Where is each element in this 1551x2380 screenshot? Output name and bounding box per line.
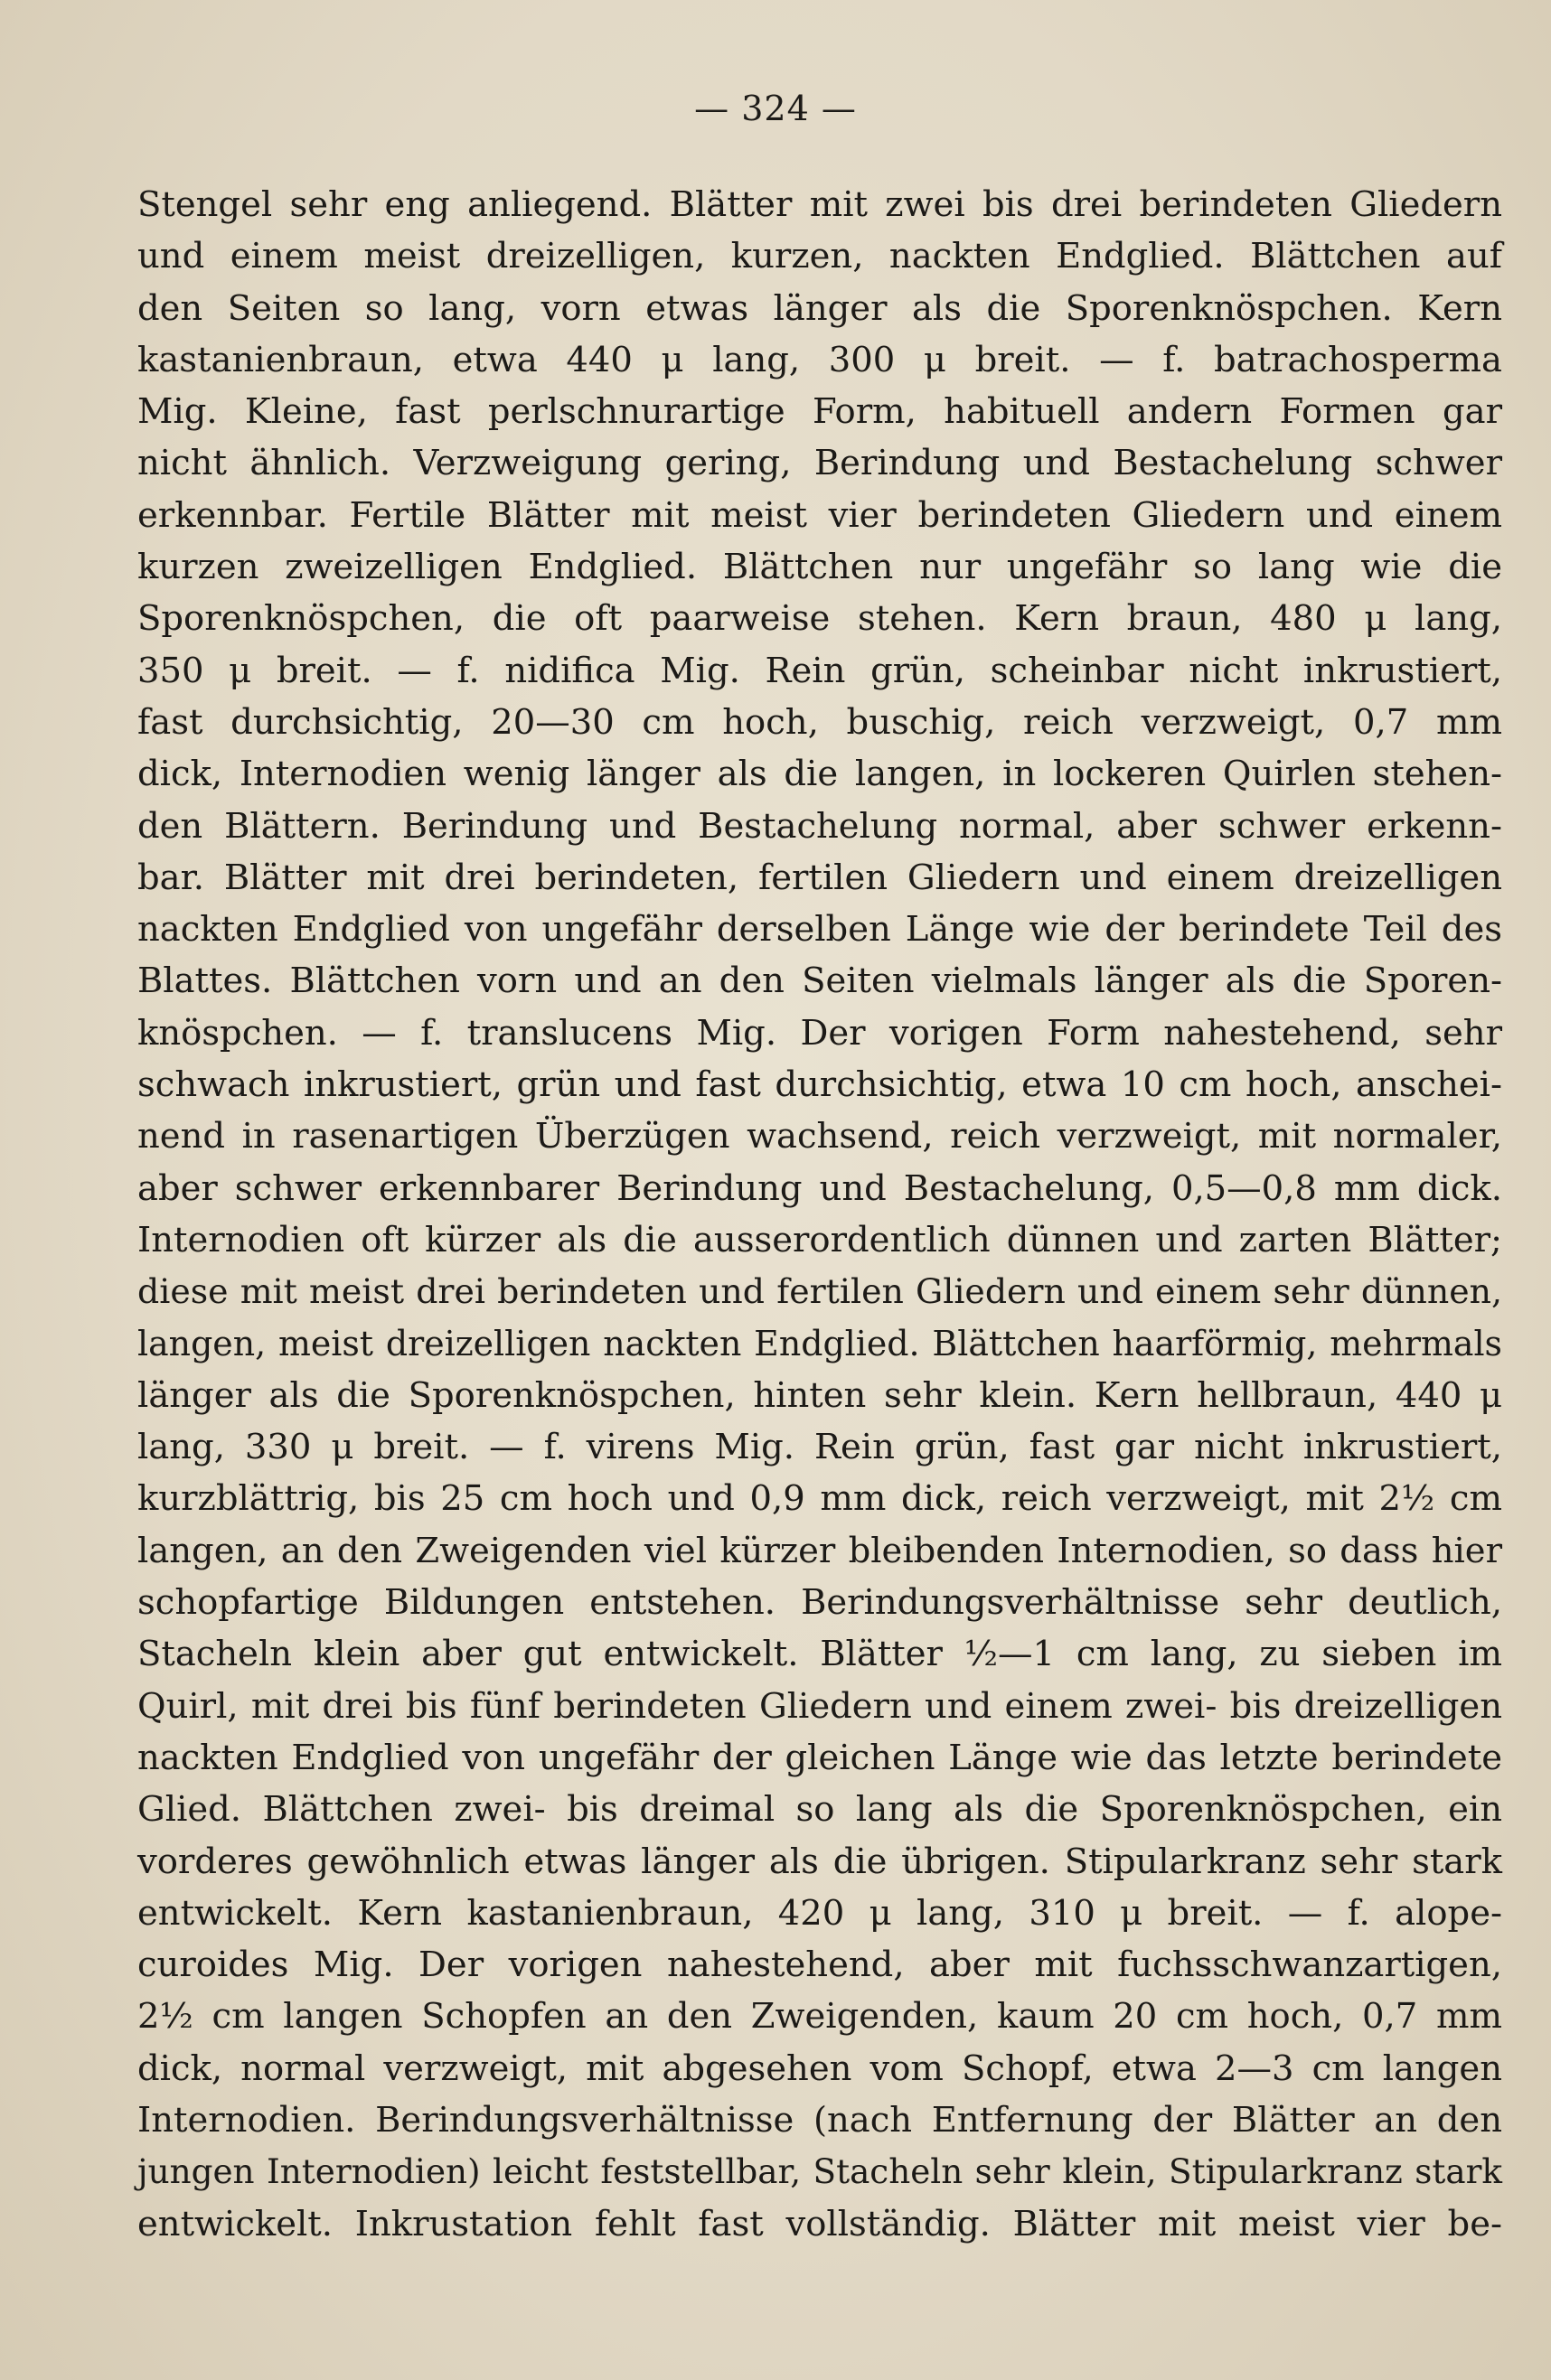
text-line: länger als die Sporenknöspchen, hinten sehr klein. Kern hellbraun, 440 μ xyxy=(137,1374,1502,1416)
text-line: Stacheln klein aber gut entwickelt. Blätter ½—1 cm lang, zu sieben im xyxy=(137,1634,1502,1675)
text-line: dick, normal verzweigt, mit abgesehen vom Schopf, etwa 2—3 cm langen xyxy=(137,2047,1502,2089)
text-line: erkennbar. Fertile Blätter mit meist vier berindeten Gliedern und einem xyxy=(137,494,1502,536)
text-line: knöspchen. — f. translucens Mig. Der vorigen Form nahestehend, sehr xyxy=(137,1012,1502,1054)
text-line: dick, Internodien wenig länger als die langen, in lockeren Quirlen stehen- xyxy=(137,754,1502,795)
text-line: vorderes gewöhnlich etwas länger als die übrigen. Stipularkranz sehr stark xyxy=(137,1841,1502,1882)
text-line: Blattes. Blättchen vorn und an den Seiten vielmals länger als die Sporen- xyxy=(137,960,1502,1002)
text-line: Internodien. Berindungsverhältnisse (nach Entfernung der Blätter an den xyxy=(137,2099,1502,2141)
text-line: langen, an den Zweigenden viel kürzer bleibenden Internodien, so dass hier xyxy=(137,1530,1502,1571)
text-line: Stengel sehr eng anliegend. Blätter mit zwei bis drei berindeten Gliedern xyxy=(137,184,1502,225)
text-line: aber schwer erkennbarer Berindung und Bestachelung, 0,5—0,8 mm dick. xyxy=(137,1167,1502,1209)
text-line: curoides Mig. Der vorigen nahestehend, aber mit fuchsschwanzartigen, xyxy=(137,1944,1502,1986)
text-line: Internodien oft kürzer als die ausserordentlich dünnen und zarten Blätter; xyxy=(137,1219,1502,1260)
text-line: Glied. Blättchen zwei- bis dreimal so lang als die Sporenknöspchen, ein xyxy=(137,1789,1502,1831)
text-line: entwickelt. Kern kastanienbraun, 420 μ lang, 310 μ breit. — f. alope- xyxy=(137,1892,1502,1934)
text-line: nicht ähnlich. Verzweigung gering, Berindung und Bestachelung schwer xyxy=(137,443,1502,484)
text-line: nackten Endglied von ungefähr derselben Länge wie der berindete Teil des xyxy=(137,909,1502,951)
text-line: jungen Internodien) leicht feststellbar, Stacheln sehr klein, Stipularkranz stark xyxy=(137,2151,1502,2192)
text-line: nackten Endglied von ungefähr der gleichen Länge wie das letzte berindete xyxy=(137,1737,1502,1778)
text-line: diese mit meist drei berindeten und fertilen Gliedern und einem sehr dünnen, xyxy=(137,1271,1502,1312)
text-line: Sporenknöspchen, die oft paarweise stehen. Kern braun, 480 μ lang, xyxy=(137,598,1502,640)
text-line: lang, 330 μ breit. — f. virens Mig. Rein grün, fast gar nicht inkrustiert, xyxy=(137,1427,1502,1468)
text-line: schopfartige Bildungen entstehen. Berindungsverhältnisse sehr deutlich, xyxy=(137,1582,1502,1624)
page-number: — 324 — xyxy=(694,89,857,128)
text-line: entwickelt. Inkrustation fehlt fast vollständig. Blätter mit meist vier be- xyxy=(137,2203,1502,2244)
text-line: 350 μ breit. — f. nidifica Mig. Rein grün, scheinbar nicht inkrustiert, xyxy=(137,650,1502,691)
text-line: den Seiten so lang, vorn etwas länger als die Sporenknöspchen. Kern xyxy=(137,287,1502,329)
text-line: bar. Blätter mit drei berindeten, fertilen Gliedern und einem dreizelligen xyxy=(137,857,1502,898)
text-line: langen, meist dreizelligen nackten Endglied. Blättchen haarförmig, mehrmals xyxy=(137,1323,1502,1363)
text-line: nend in rasenartigen Überzügen wachsend, reich verzweigt, mit normaler, xyxy=(137,1116,1502,1157)
text-line: 2½ cm langen Schopfen an den Zweigenden, kaum 20 cm hoch, 0,7 mm xyxy=(137,1996,1502,2038)
text-line: kurzen zweizelligen Endglied. Blättchen nur ungefähr so lang wie die xyxy=(137,547,1502,588)
body-text xyxy=(137,179,1502,2250)
text-line: fast durchsichtig, 20—30 cm hoch, buschig, reich verzweigt, 0,7 mm xyxy=(137,701,1502,743)
text-line: Mig. Kleine, fast perlschnurartige Form, habituell andern Formen gar xyxy=(137,391,1502,433)
text-line: kurzblättrig, bis 25 cm hoch und 0,9 mm dick, reich verzweigt, mit 2½ cm xyxy=(137,1478,1502,1520)
text-line: den Blättern. Berindung und Bestachelung normal, aber schwer erkenn- xyxy=(137,805,1502,847)
text-line: Quirl, mit drei bis fünf berindeten Gliedern und einem zwei- bis dreizelligen xyxy=(137,1685,1502,1727)
text-line: und einem meist dreizelligen, kurzen, nackten Endglied. Blättchen auf xyxy=(137,236,1502,277)
text-line: kastanienbraun, etwa 440 μ lang, 300 μ breit. — f. batrachosperma xyxy=(137,339,1502,380)
text-line: schwach inkrustiert, grün und fast durchsichtig, etwa 10 cm hoch, anschei- xyxy=(137,1064,1502,1106)
